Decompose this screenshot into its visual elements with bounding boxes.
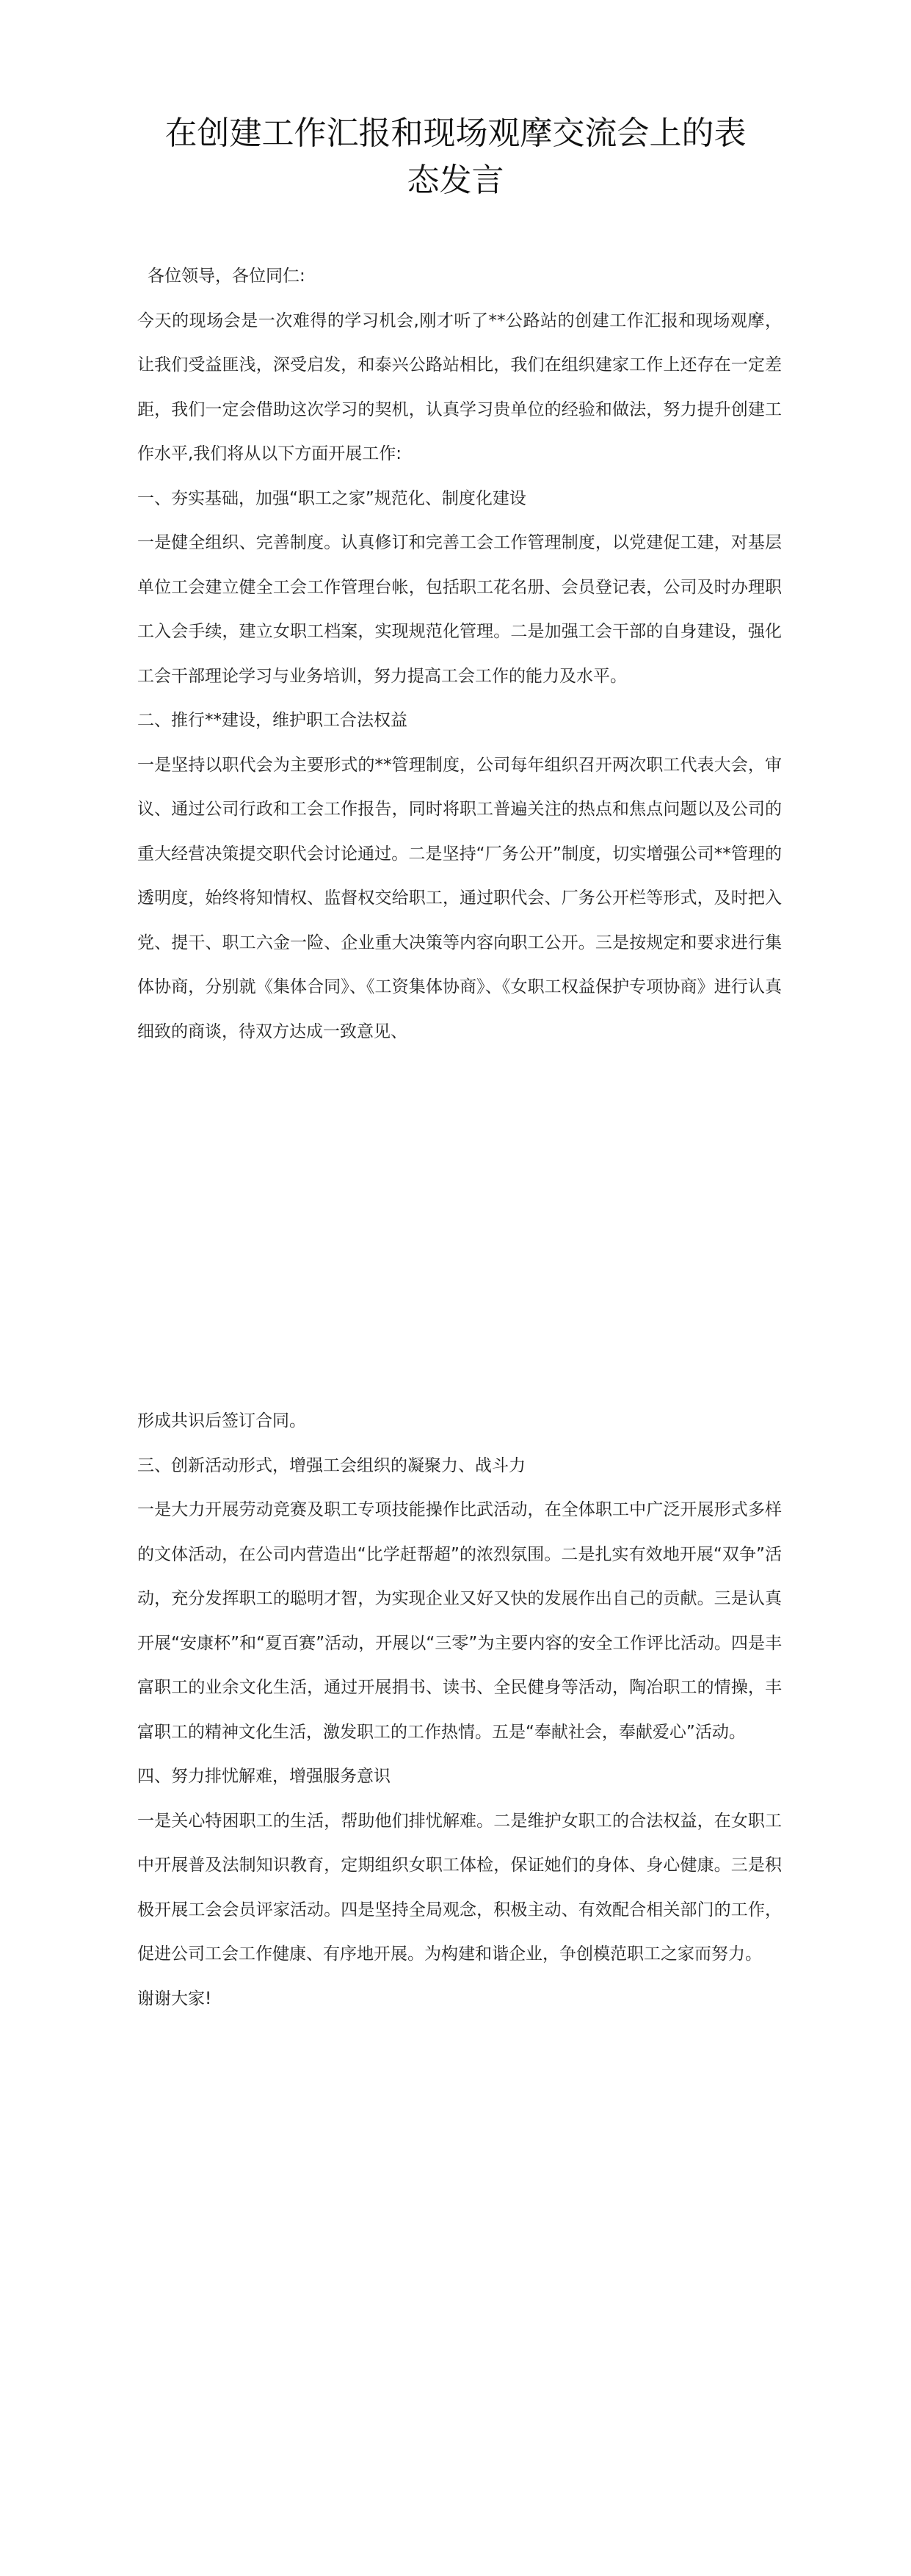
title-line-1: 在创建工作汇报和现场观摩交流会上的表 [164, 115, 747, 152]
intro-paragraph: 今天的现场会是一次难得的学习机会,刚才听了**公路站的创建工作汇报和现场观摩，让我们受益匪浅，深受启发，和泰兴公路站相比，我们在组织建家工作上还存在一定差距，我们一定会借助这次学习的契机，认真学习贵单位的经验和做法，努力提升创建工作水平,我们将从以下方面开展工作: [137, 311, 782, 463]
section-3-body: 一是大力开展劳动竞赛及职工专项技能操作比武活动，在全体职工中广泛开展形式多样的文体活动，在公司内营造出“比学赶帮超”的浓烈氛围。二是扎实有效地开展“双争”活动，充分发挥职工的聪明才智，为实现企业又好又快的发展作出自己的贡献。三是认真开展“安康杯”和“夏百赛”活动，开展以“三零”为主要内容的安全工作评比活动。四是丰富职工的业余文化生活，通过开展捐书、读书、全民健身等活动，陶冶职工的情操，丰富职工的精神文化生活，激发职工的工作热情。五是“奉献社会，奉献爱心”活动。 [137, 1500, 782, 1742]
body-block-1 [137, 254, 782, 1054]
closing-line: 谢谢大家! [137, 1989, 212, 2008]
section-2-body-part-2: 形成共识后签订合同。 [137, 1411, 306, 1430]
section-4-body: 一是关心特困职工的生活，帮助他们排忧解难。二是维护女职工的合法权益，在女职工中开展普及法制知识教育，定期组织女职工体检，保证她们的身体、身心健康。三是积极开展工会会员评家活动。四是坚持全局观念，积极主动、有效配合相关部门的工作，促进公司工会工作健康、有序地开展。为构建和谐企业，争创模范职工之家而努力。 [137, 1811, 782, 1964]
body-block-2 [137, 1399, 782, 2021]
section-4-heading: 四、努力排忧解难，增强服务意识 [137, 1767, 391, 1786]
section-3-heading: 三、创新活动形式，增强工会组织的凝聚力、战斗力 [137, 1455, 526, 1475]
page-title [110, 110, 801, 204]
section-1-body: 一是健全组织、完善制度。认真修订和完善工会工作管理制度，以党建促工建，对基层单位工会建立健全工会工作管理台帐，包括职工花名册、会员登记表，公司及时办理职工入会手续，建立女职工档案，实现规范化管理。二是加强工会干部的自身建设，强化工会干部理论学习与业务培训，努力提高工会工作的能力及水平。 [137, 533, 782, 686]
section-2-body-part-1: 一是坚持以职代会为主要形式的**管理制度，公司每年组织召开两次职工代表大会，审议、通过公司行政和工会工作报告，同时将职工普遍关注的热点和焦点问题以及公司的重大经营决策提交职代会讨论通过。二是坚持“厂务公开”制度，切实增强公司**管理的透明度，始终将知情权、监督权交给职工，通过职代会、厂务公开栏等形式，及时把入党、提干、职工六金一险、企业重大决策等内容向职工公开。三是按规定和要求进行集体协商，分别就《集体合同》、《工资集体协商》、《女职工权益保护专项协商》进行认真细致的商谈，待双方达成一致意见、 [137, 755, 782, 1041]
greeting: 各位领导，各位同仁: [148, 267, 305, 286]
section-1-heading: 一、夯实基础，加强“职工之家”规范化、制度化建设 [137, 488, 526, 508]
title-line-2: 态发言 [407, 162, 504, 199]
section-2-heading: 二、推行**建设，维护职工合法权益 [137, 711, 407, 730]
